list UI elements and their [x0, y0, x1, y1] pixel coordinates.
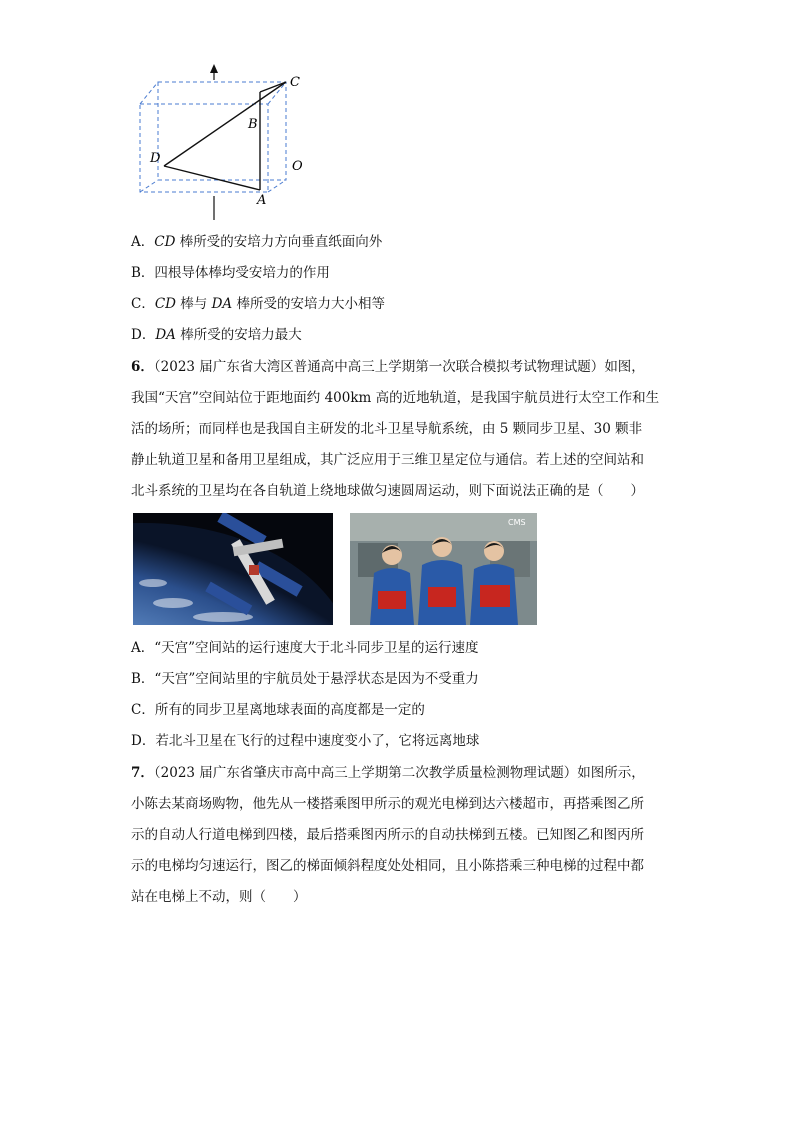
q5-option-b[interactable]: B．四根导体棒均受安培力的作用 — [131, 265, 330, 281]
cms-logo: CMS — [508, 518, 526, 527]
astronauts-photo — [350, 513, 537, 625]
q5-option-d[interactable]: D．DA 棒所受的安培力最大 — [131, 327, 302, 343]
space-station-photo — [133, 513, 333, 625]
label-O: O — [292, 159, 303, 174]
label-D: D — [150, 151, 161, 166]
q6-option-a[interactable]: A．“天宫”空间站的运行速度大于北斗同步卫星的运行速度 — [131, 640, 479, 656]
cube-diagram — [130, 62, 330, 224]
label-B: B — [248, 117, 258, 132]
question-7-stem: 7．（2023 届广东省肇庆市高中高三上学期第二次教学质量检测物理试题）如图所示， 小陈去某商场购物，他先从一楼搭乘图甲所示的观光电梯到达六楼超市，再搭乘图乙所 示的自动人行道电梯到四楼，最后搭乘图丙所示的自动扶梯到五楼。已知图乙和图丙所 示的电梯均匀速运行，图乙的梯面倾斜程度处处相同，且小陈搭乘三种电梯的过程中都 站在电梯上不动，则（ ） — [131, 765, 645, 905]
label-A: A — [257, 193, 267, 208]
q6-option-b[interactable]: B．“天宫”空间站里的宇航员处于悬浮状态是因为不受重力 — [131, 671, 479, 687]
q5-option-c[interactable]: C．CD 棒与 DA 棒所受的安培力大小相等 — [131, 296, 385, 312]
label-C: C — [290, 75, 300, 90]
q5-option-a[interactable]: A．CD 棒所受的安培力方向垂直纸面向外 — [131, 234, 383, 250]
q6-option-d[interactable]: D．若北斗卫星在飞行的过程中速度变小了，它将远离地球 — [131, 733, 480, 749]
magnetic-field-figure — [130, 62, 330, 224]
back-face — [158, 82, 286, 180]
question-6-stem: 6．（2023 届广东省大湾区普通高中高三上学期第一次联合模拟考试物理试题）如图， 我国“天宫”空间站位于距地面约 400km 高的近地轨道，是我国宇航员进行太空工作和生 活的场所；而同样也是我国自主研发的北斗卫星导航系统，由 5 颗同步卫星、30 颗非 静止轨道卫星和备用卫星组成，其广泛应用于三维卫星定位与通信。若上述的空间站和 北斗系统的卫星均在各自轨道上绕地球做匀速圆周运动，则下面说法正确的是（ ） — [131, 359, 660, 499]
q6-option-c[interactable]: C．所有的同步卫星离地球表面的高度都是一定的 — [131, 702, 425, 718]
arrow-up-icon — [210, 64, 218, 73]
rod-DA — [164, 166, 260, 190]
